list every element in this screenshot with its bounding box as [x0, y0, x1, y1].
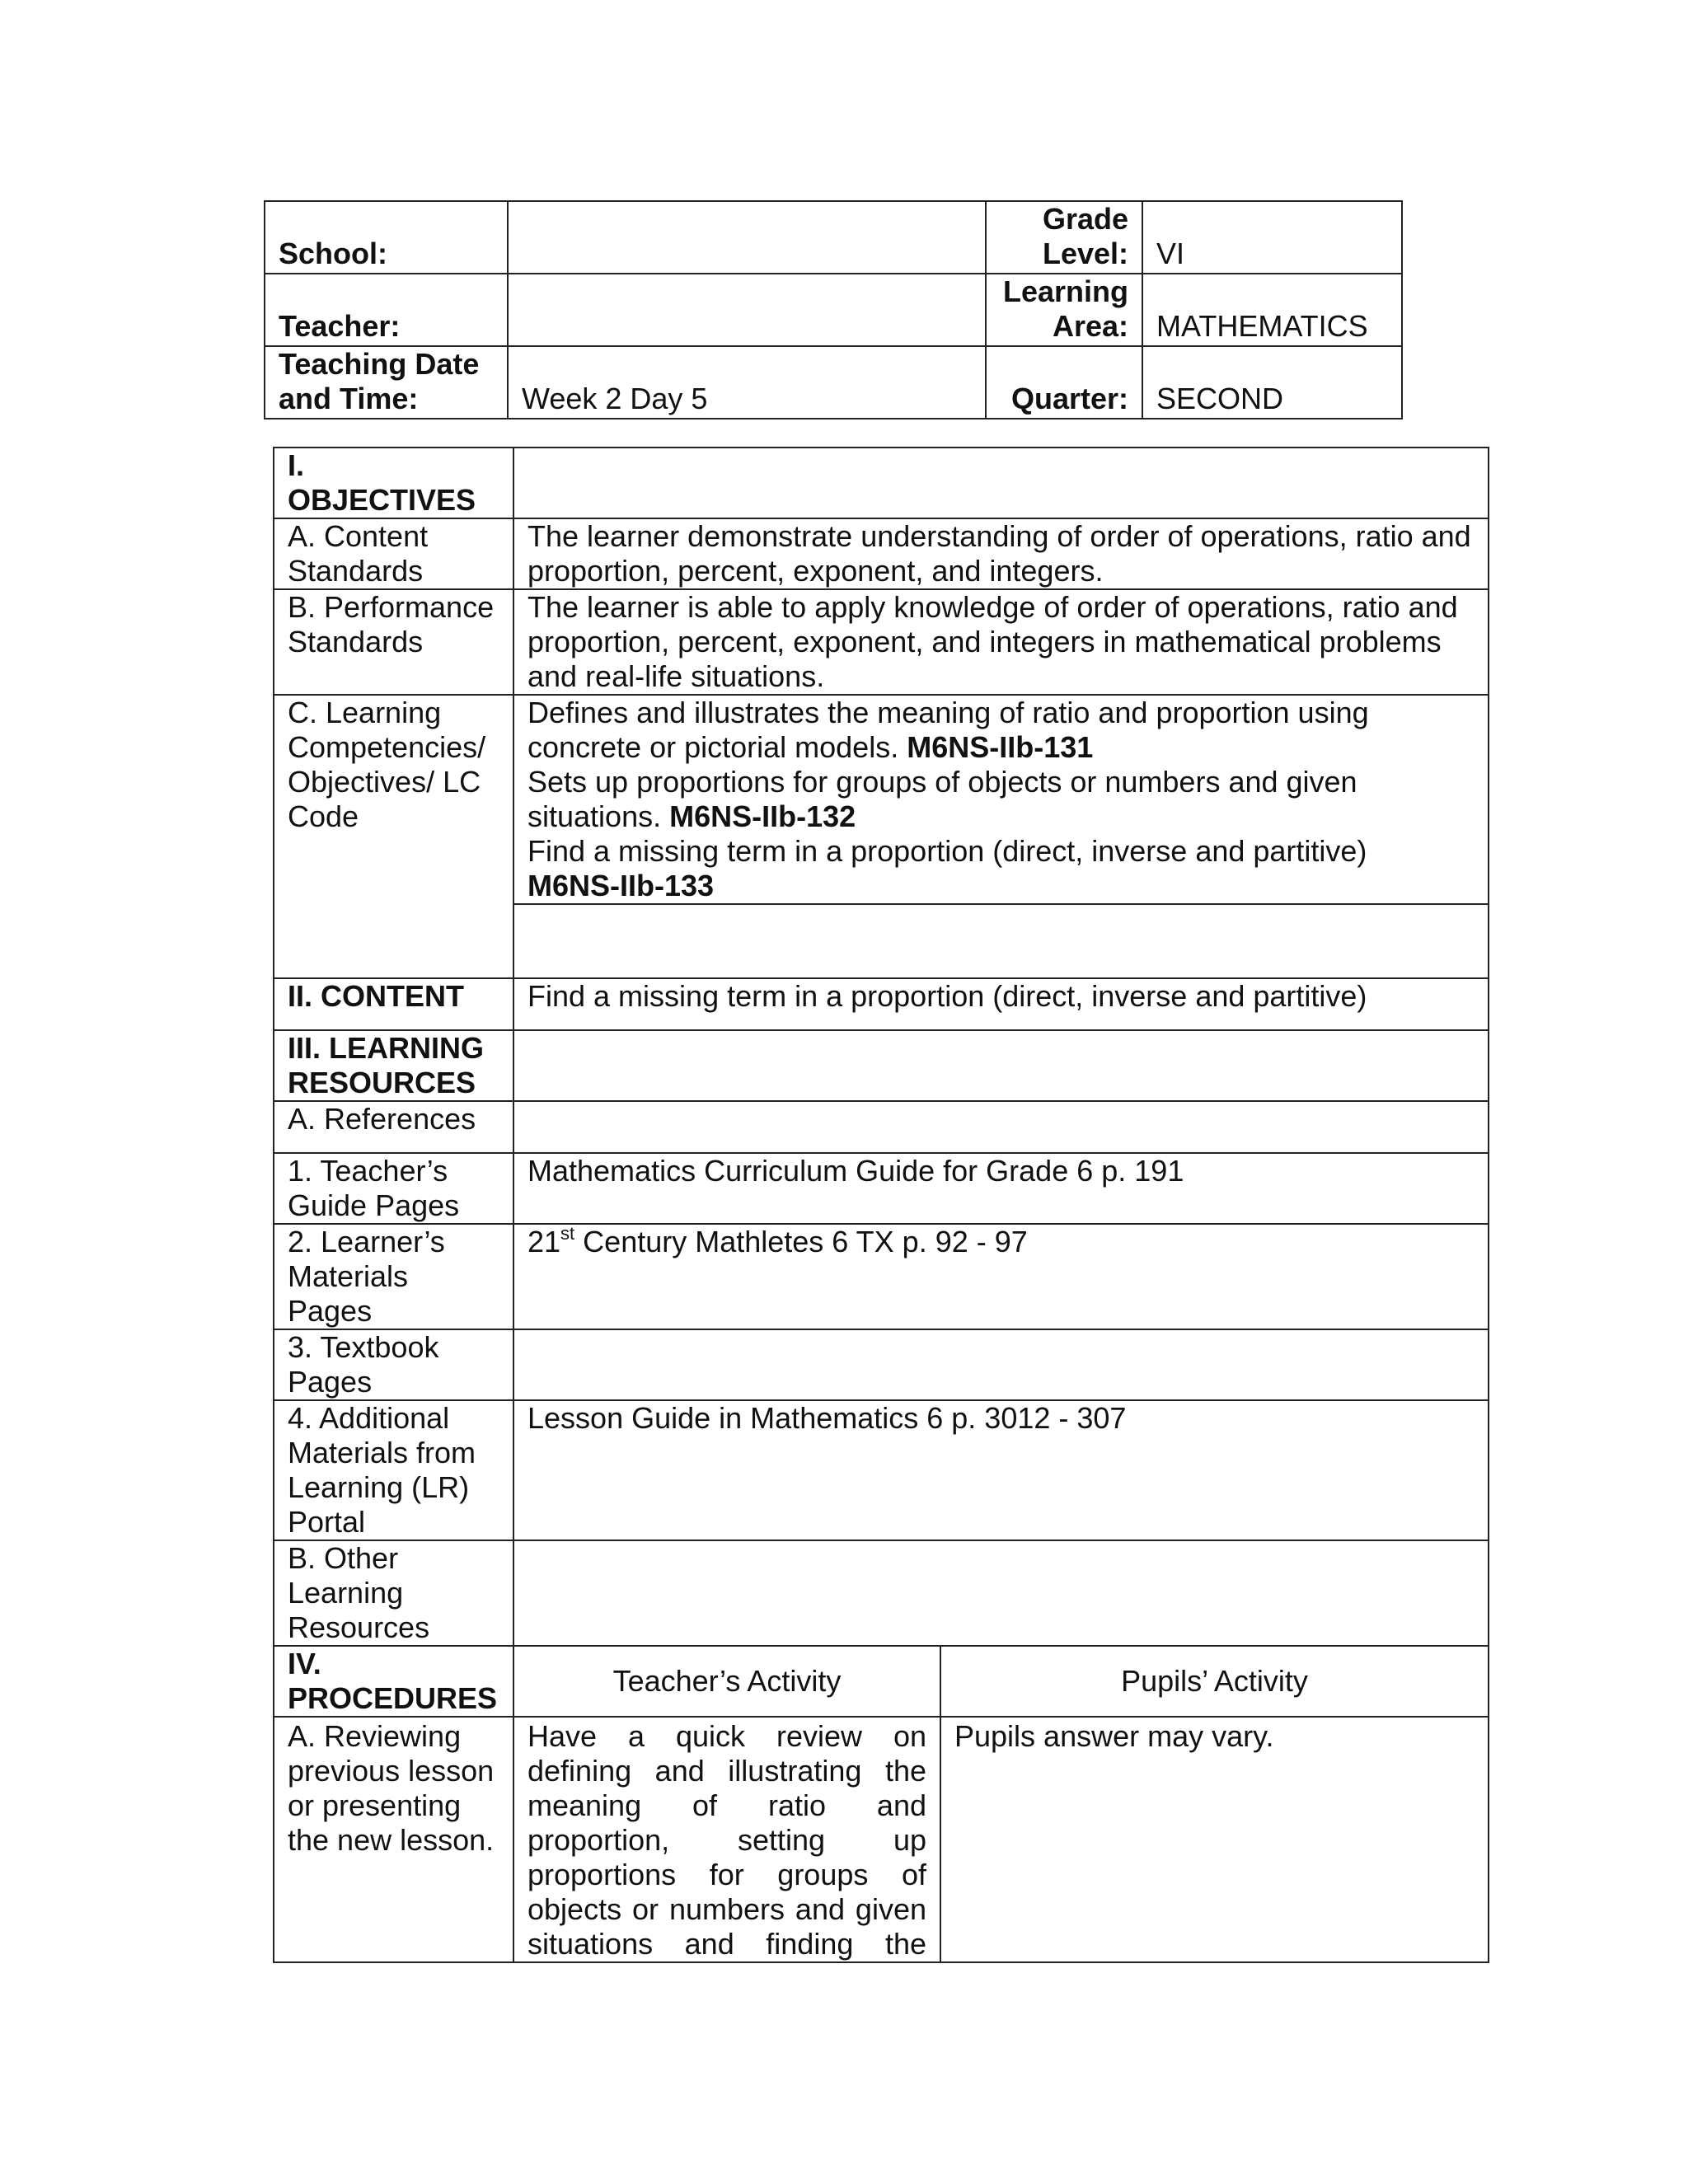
- teachers-guide-text: Mathematics Curriculum Guide for Grade 6 p. 191: [513, 1153, 1489, 1224]
- additional-materials-text: Lesson Guide in Mathematics 6 p. 3012 - 307: [513, 1400, 1489, 1540]
- competency-2-code: M6NS-IIb-132: [669, 799, 856, 833]
- grade-label-line2: Level:: [1042, 237, 1128, 270]
- competency-2-text: Sets up proportions for groups of objects or numbers and given situations.: [528, 765, 1357, 833]
- area-label-line1: Learning: [1002, 274, 1128, 308]
- textbook-label: 3. Textbook Pages: [274, 1329, 513, 1400]
- other-resources-empty: [513, 1540, 1489, 1646]
- lesson-plan-table: [273, 447, 1489, 1963]
- competencies-empty: [513, 904, 1489, 978]
- school-value: [508, 201, 986, 274]
- objectives-heading: [274, 448, 513, 518]
- content-standards-text: The learner demonstrate understanding of order of operations, ratio and proportion, percent, exponent, and integers.: [513, 518, 1489, 589]
- other-resources-label: B. Other Learning Resources: [274, 1540, 513, 1646]
- resources-empty: [513, 1030, 1489, 1101]
- learners-materials-pre: 21: [528, 1225, 561, 1258]
- date-label-line2: and Time:: [279, 382, 419, 415]
- content-text: Find a missing term in a proportion (direct, inverse and partitive): [513, 978, 1489, 1030]
- resources-heading-line1: III. LEARNING: [288, 1031, 485, 1065]
- references-empty: [513, 1101, 1489, 1153]
- teachers-guide-label: 1. Teacher’s Guide Pages: [274, 1153, 513, 1224]
- content-standards-label: A. Content Standards: [274, 518, 513, 589]
- date-label-line1: Teaching Date: [279, 347, 480, 381]
- additional-materials-label: 4. Additional Materials from Learning (LR) Portal: [274, 1400, 513, 1540]
- resources-heading-line2: RESOURCES: [288, 1066, 476, 1099]
- learners-materials-text: [513, 1224, 1489, 1329]
- textbook-empty: [513, 1329, 1489, 1400]
- procedures-heading: [274, 1646, 513, 1717]
- quarter-label: Quarter:: [986, 346, 1142, 419]
- grade-level-value: VI: [1142, 201, 1402, 274]
- review-pupil-activity: Pupils answer may vary.: [940, 1717, 1489, 1962]
- objectives-heading-line2: OBJECTIVES: [288, 483, 476, 517]
- teacher-activity-header: Teacher’s Activity: [513, 1646, 940, 1717]
- teacher-label: Teacher:: [265, 274, 508, 346]
- grade-label-line1: Grade: [1042, 202, 1128, 236]
- review-teacher-activity: [513, 1717, 940, 1962]
- review-teacher-line: defining and illustrating the: [528, 1754, 926, 1788]
- objectives-empty: [513, 448, 1489, 518]
- competencies-text: [513, 695, 1489, 904]
- learning-resources-heading: [274, 1030, 513, 1101]
- learners-materials-label: 2. Learner’s Materials Pages: [274, 1224, 513, 1329]
- review-teacher-line: proportion, setting up: [528, 1823, 926, 1857]
- review-teacher-line: objects or numbers and given: [528, 1892, 926, 1926]
- teaching-date-value: Week 2 Day 5: [508, 346, 986, 419]
- competencies-label: C. Learning Competencies/ Objectives/ LC Code: [274, 695, 513, 978]
- learning-area-value: MATHEMATICS: [1142, 274, 1402, 346]
- learners-materials-post: Century Mathletes 6 TX p. 92 - 97: [574, 1225, 1028, 1258]
- teaching-date-label: [265, 346, 508, 419]
- grade-level-label: [986, 201, 1142, 274]
- references-label: A. References: [274, 1101, 513, 1153]
- review-teacher-line: Have a quick review on: [528, 1719, 926, 1753]
- review-teacher-line: situations and finding the: [528, 1927, 926, 1961]
- lesson-header-table: [264, 200, 1403, 419]
- performance-standards-label: B. Performance Standards: [274, 589, 513, 695]
- area-label-line2: Area:: [1052, 309, 1128, 343]
- review-teacher-line: proportions for groups of: [528, 1858, 926, 1891]
- pupil-activity-header: Pupils’ Activity: [940, 1646, 1489, 1717]
- procedures-heading-line2: PROCEDURES: [288, 1681, 498, 1715]
- competency-3-code: M6NS-IIb-133: [528, 869, 715, 902]
- performance-standards-text: The learner is able to apply knowledge of order of operations, ratio and proportion, percent, exponent, and integers in mathematical problems and real-life situations.: [513, 589, 1489, 695]
- competency-3-text: Find a missing term in a proportion (direct, inverse and partitive): [528, 834, 1367, 868]
- learning-area-label: [986, 274, 1142, 346]
- competency-1-code: M6NS-IIb-131: [907, 730, 1094, 764]
- quarter-value: SECOND: [1142, 346, 1402, 419]
- teacher-value: [508, 274, 986, 346]
- procedures-heading-line1: IV.: [288, 1647, 321, 1680]
- objectives-heading-line1: I.: [288, 448, 305, 482]
- review-teacher-line: meaning of ratio and: [528, 1788, 926, 1822]
- review-label: A. Reviewing previous lesson or presenting the new lesson.: [274, 1717, 513, 1962]
- school-label: School:: [265, 201, 508, 274]
- competency-1-text: Defines and illustrates the meaning of ratio and proportion using concrete or pictorial models.: [528, 696, 1369, 764]
- content-label: II. CONTENT: [274, 978, 513, 1030]
- learners-materials-sup: st: [560, 1223, 575, 1244]
